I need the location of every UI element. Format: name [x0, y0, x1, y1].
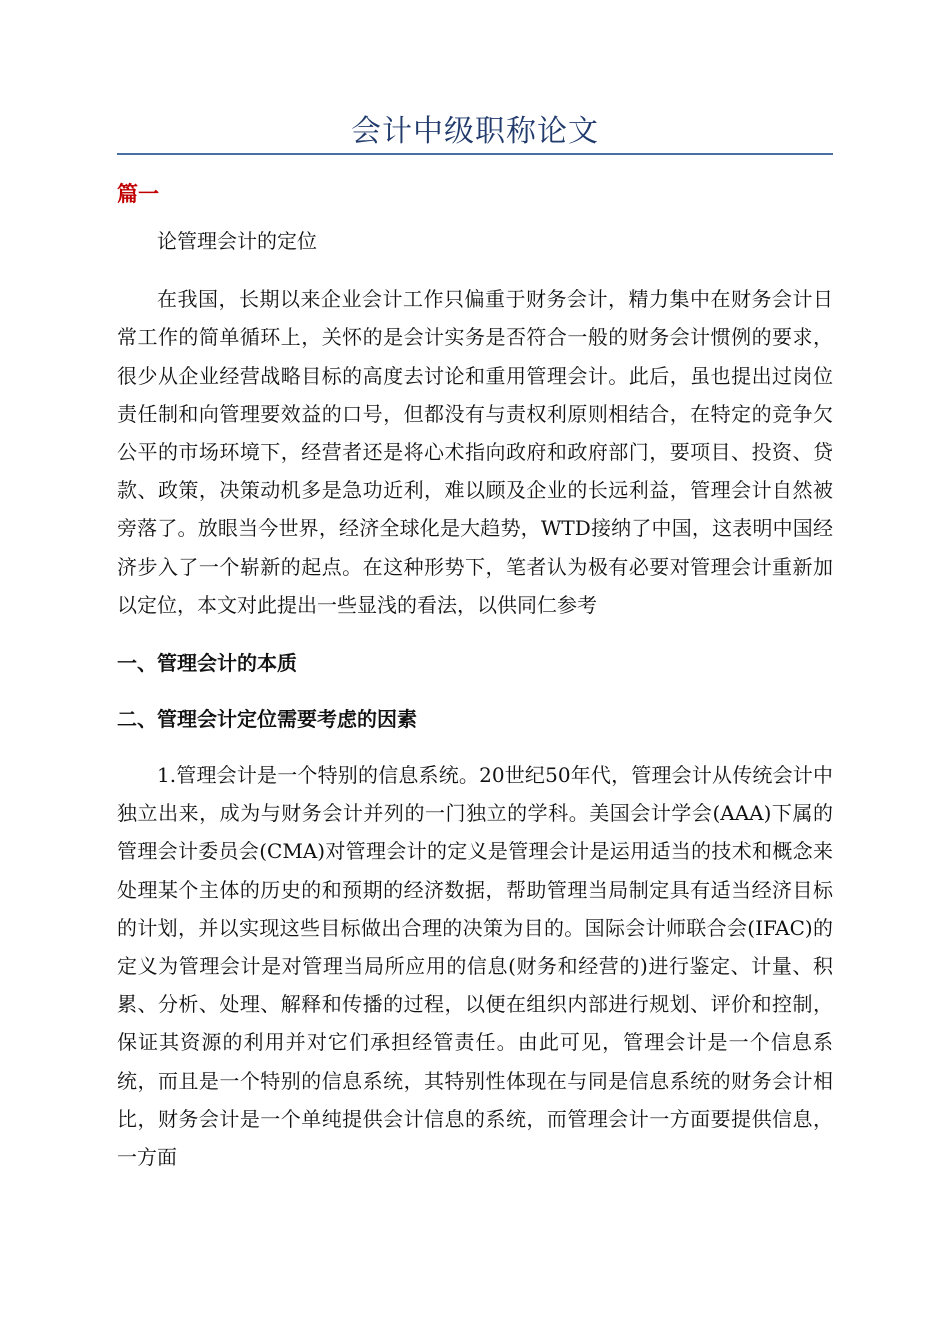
title-underline: [117, 153, 833, 155]
heading-essence: 一、管理会计的本质: [117, 651, 297, 676]
point-1-paragraph: 1.管理会计是一个特别的信息系统。20世纪50年代，管理会计从传统会计中独立出来，成为与财务会计并列的一门独立的学科。美国会计学会(AAA)下属的管理会计委员会(CMA)对管理会计的定义是管理会计是运用适当的技术和概念来处理某个主体的历史的和预期的经济数据，帮助管理当局制定具有适当经济目标的计划，并以实现这些目标做出合理的决策为目的。国际会计师联合会(IFAC)的定义为管理会计是对管理当局所应用的信息(财务和经营的)进行鉴定、计量、积累、分析、处理、解释和传播的过程，以便在组织内部进行规划、评价和控制，保证其资源的利用并对它们承担经管责任。由此可见，管理会计是一个信息系统，而且是一个特别的信息系统，其特别性体现在与同是信息系统的财务会计相比，财务会计是一个单纯提供会计信息的系统，而管理会计一方面要提供信息，一方面: [117, 763, 833, 1170]
document-title: 会计中级职称论文: [351, 114, 599, 149]
section-label: 篇一: [117, 182, 159, 206]
intro-paragraph: 在我国，长期以来企业会计工作只偏重于财务会计，精力集中在财务会计日常工作的简单循环上，关怀的是会计实务是否符合一般的财务会计惯例的要求，很少从企业经营战略目标的高度去讨论和重用管理会计。此后，虽也提出过岗位责任制和向管理要效益的口号，但都没有与责权利原则相结合，在特定的竞争欠公平的市场环境下，经营者还是将心术指向政府和政府部门，要项目、投资、贷款、政策，决策动机多是急功近利，难以顾及企业的长远利益，管理会计自然被旁落了。放眼当今世界，经济全球化是大趋势，WTD接纳了中国，这表明中国经济步入了一个崭新的起点。在这种形势下，笔者认为极有必要对管理会计重新加以定位，本文对此提出一些显浅的看法，以供同仁参考: [117, 287, 833, 617]
article-subtitle: 论管理会计的定位: [157, 229, 317, 253]
heading-factors: 二、管理会计定位需要考虑的因素: [117, 707, 417, 732]
document-body: [117, 222, 833, 1196]
